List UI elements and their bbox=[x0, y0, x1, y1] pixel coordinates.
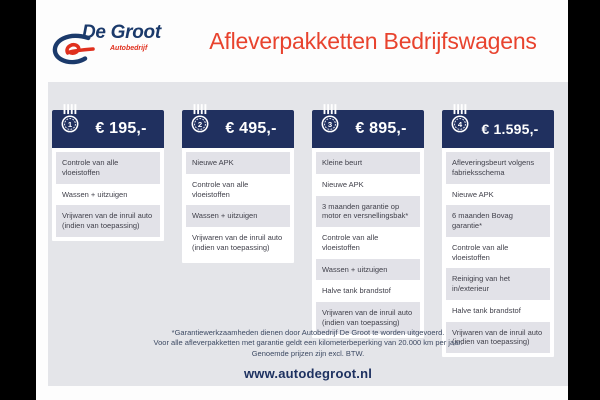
footnote-line: Genoemde prijzen zijn excl. BTW. bbox=[251, 348, 365, 358]
package-header bbox=[442, 110, 554, 148]
medal-icon bbox=[319, 104, 341, 134]
right-letterbox-bar bbox=[568, 0, 600, 400]
package-item: Nieuwe APK bbox=[452, 189, 494, 199]
package-item: Nieuwe APK bbox=[186, 152, 290, 174]
package-items bbox=[442, 148, 554, 357]
medal-rank: 4 bbox=[457, 119, 463, 129]
package-item: Controle van alle vloeistoffen bbox=[56, 152, 160, 184]
package-item: 3 maanden garantie op motor en versnellingsbak* bbox=[316, 196, 420, 228]
medal-rank: 2 bbox=[197, 119, 203, 129]
panel-footer bbox=[48, 328, 568, 381]
package-item: Vrijwaren van de inruil auto (indien van toepassing) bbox=[446, 322, 550, 354]
package-price: € 195,- bbox=[95, 120, 147, 137]
medal-rank: 3 bbox=[327, 119, 333, 129]
package-card-4 bbox=[442, 110, 554, 357]
package-columns bbox=[52, 110, 554, 357]
package-items bbox=[182, 148, 294, 263]
package-card-2 bbox=[182, 110, 294, 263]
flyer bbox=[36, 0, 568, 400]
package-item: Wassen + uitzuigen bbox=[316, 259, 420, 281]
package-items bbox=[312, 148, 424, 338]
logo-subtitle: Autobedrijf bbox=[110, 45, 148, 52]
logo-text: De Groot bbox=[82, 22, 161, 43]
footnote-line: Voor alle afleverpakketten met garantie geldt een kilometerbeperking van 20.000 km per jaar. bbox=[153, 338, 463, 348]
package-items bbox=[52, 148, 164, 241]
medal-rank: 1 bbox=[67, 119, 73, 129]
left-letterbox-bar bbox=[0, 0, 36, 400]
package-item: Controle van alle vloeistoffen bbox=[452, 242, 509, 262]
package-header bbox=[52, 110, 164, 148]
package-price: € 895,- bbox=[355, 120, 407, 137]
medal-icon bbox=[449, 104, 471, 134]
package-item: Vrijwaren van de inruil auto (indien van toepassing) bbox=[56, 205, 160, 237]
package-card-3 bbox=[312, 110, 424, 338]
footnote-line: *Garantiewerkzaamheden dienen door Autobedrijf De Groot te worden uitgevoerd. bbox=[171, 328, 445, 337]
package-price: € 1.595,- bbox=[481, 121, 539, 137]
page-title: Afleverpakketten Bedrijfswagens bbox=[209, 28, 537, 54]
package-item: Wassen + uitzuigen bbox=[62, 189, 128, 199]
degroot-logo bbox=[48, 18, 178, 70]
package-header bbox=[182, 110, 294, 148]
medal-icon bbox=[189, 104, 211, 134]
package-header bbox=[312, 110, 424, 148]
website-url: www.autodegroot.nl bbox=[243, 366, 373, 382]
package-item: Wassen + uitzuigen bbox=[186, 205, 290, 227]
package-item: Vrijwaren van de inruil auto (indien van toepassing) bbox=[316, 302, 420, 334]
package-item: Kleine beurt bbox=[316, 152, 420, 174]
header bbox=[36, 0, 568, 82]
package-item: Afleveringsbeurt volgens fabrieksschema bbox=[446, 152, 550, 184]
package-item: Controle van alle vloeistoffen bbox=[192, 179, 249, 199]
package-item: Controle van alle vloeistoffen bbox=[322, 233, 379, 252]
package-card-1 bbox=[52, 110, 164, 241]
package-price: € 495,- bbox=[225, 120, 277, 137]
package-item: 6 maanden Bovag garantie* bbox=[446, 205, 550, 237]
medal-icon bbox=[59, 104, 81, 134]
package-item: Halve tank brandstof bbox=[452, 305, 521, 315]
package-item: Vrijwaren van de inruil auto (indien van toepassing) bbox=[192, 233, 283, 252]
package-item: Nieuwe APK bbox=[322, 179, 364, 189]
packages-panel bbox=[48, 82, 568, 386]
package-item: Reiniging van het in/exterieur bbox=[446, 268, 550, 300]
package-item: Halve tank brandstof bbox=[322, 286, 391, 296]
